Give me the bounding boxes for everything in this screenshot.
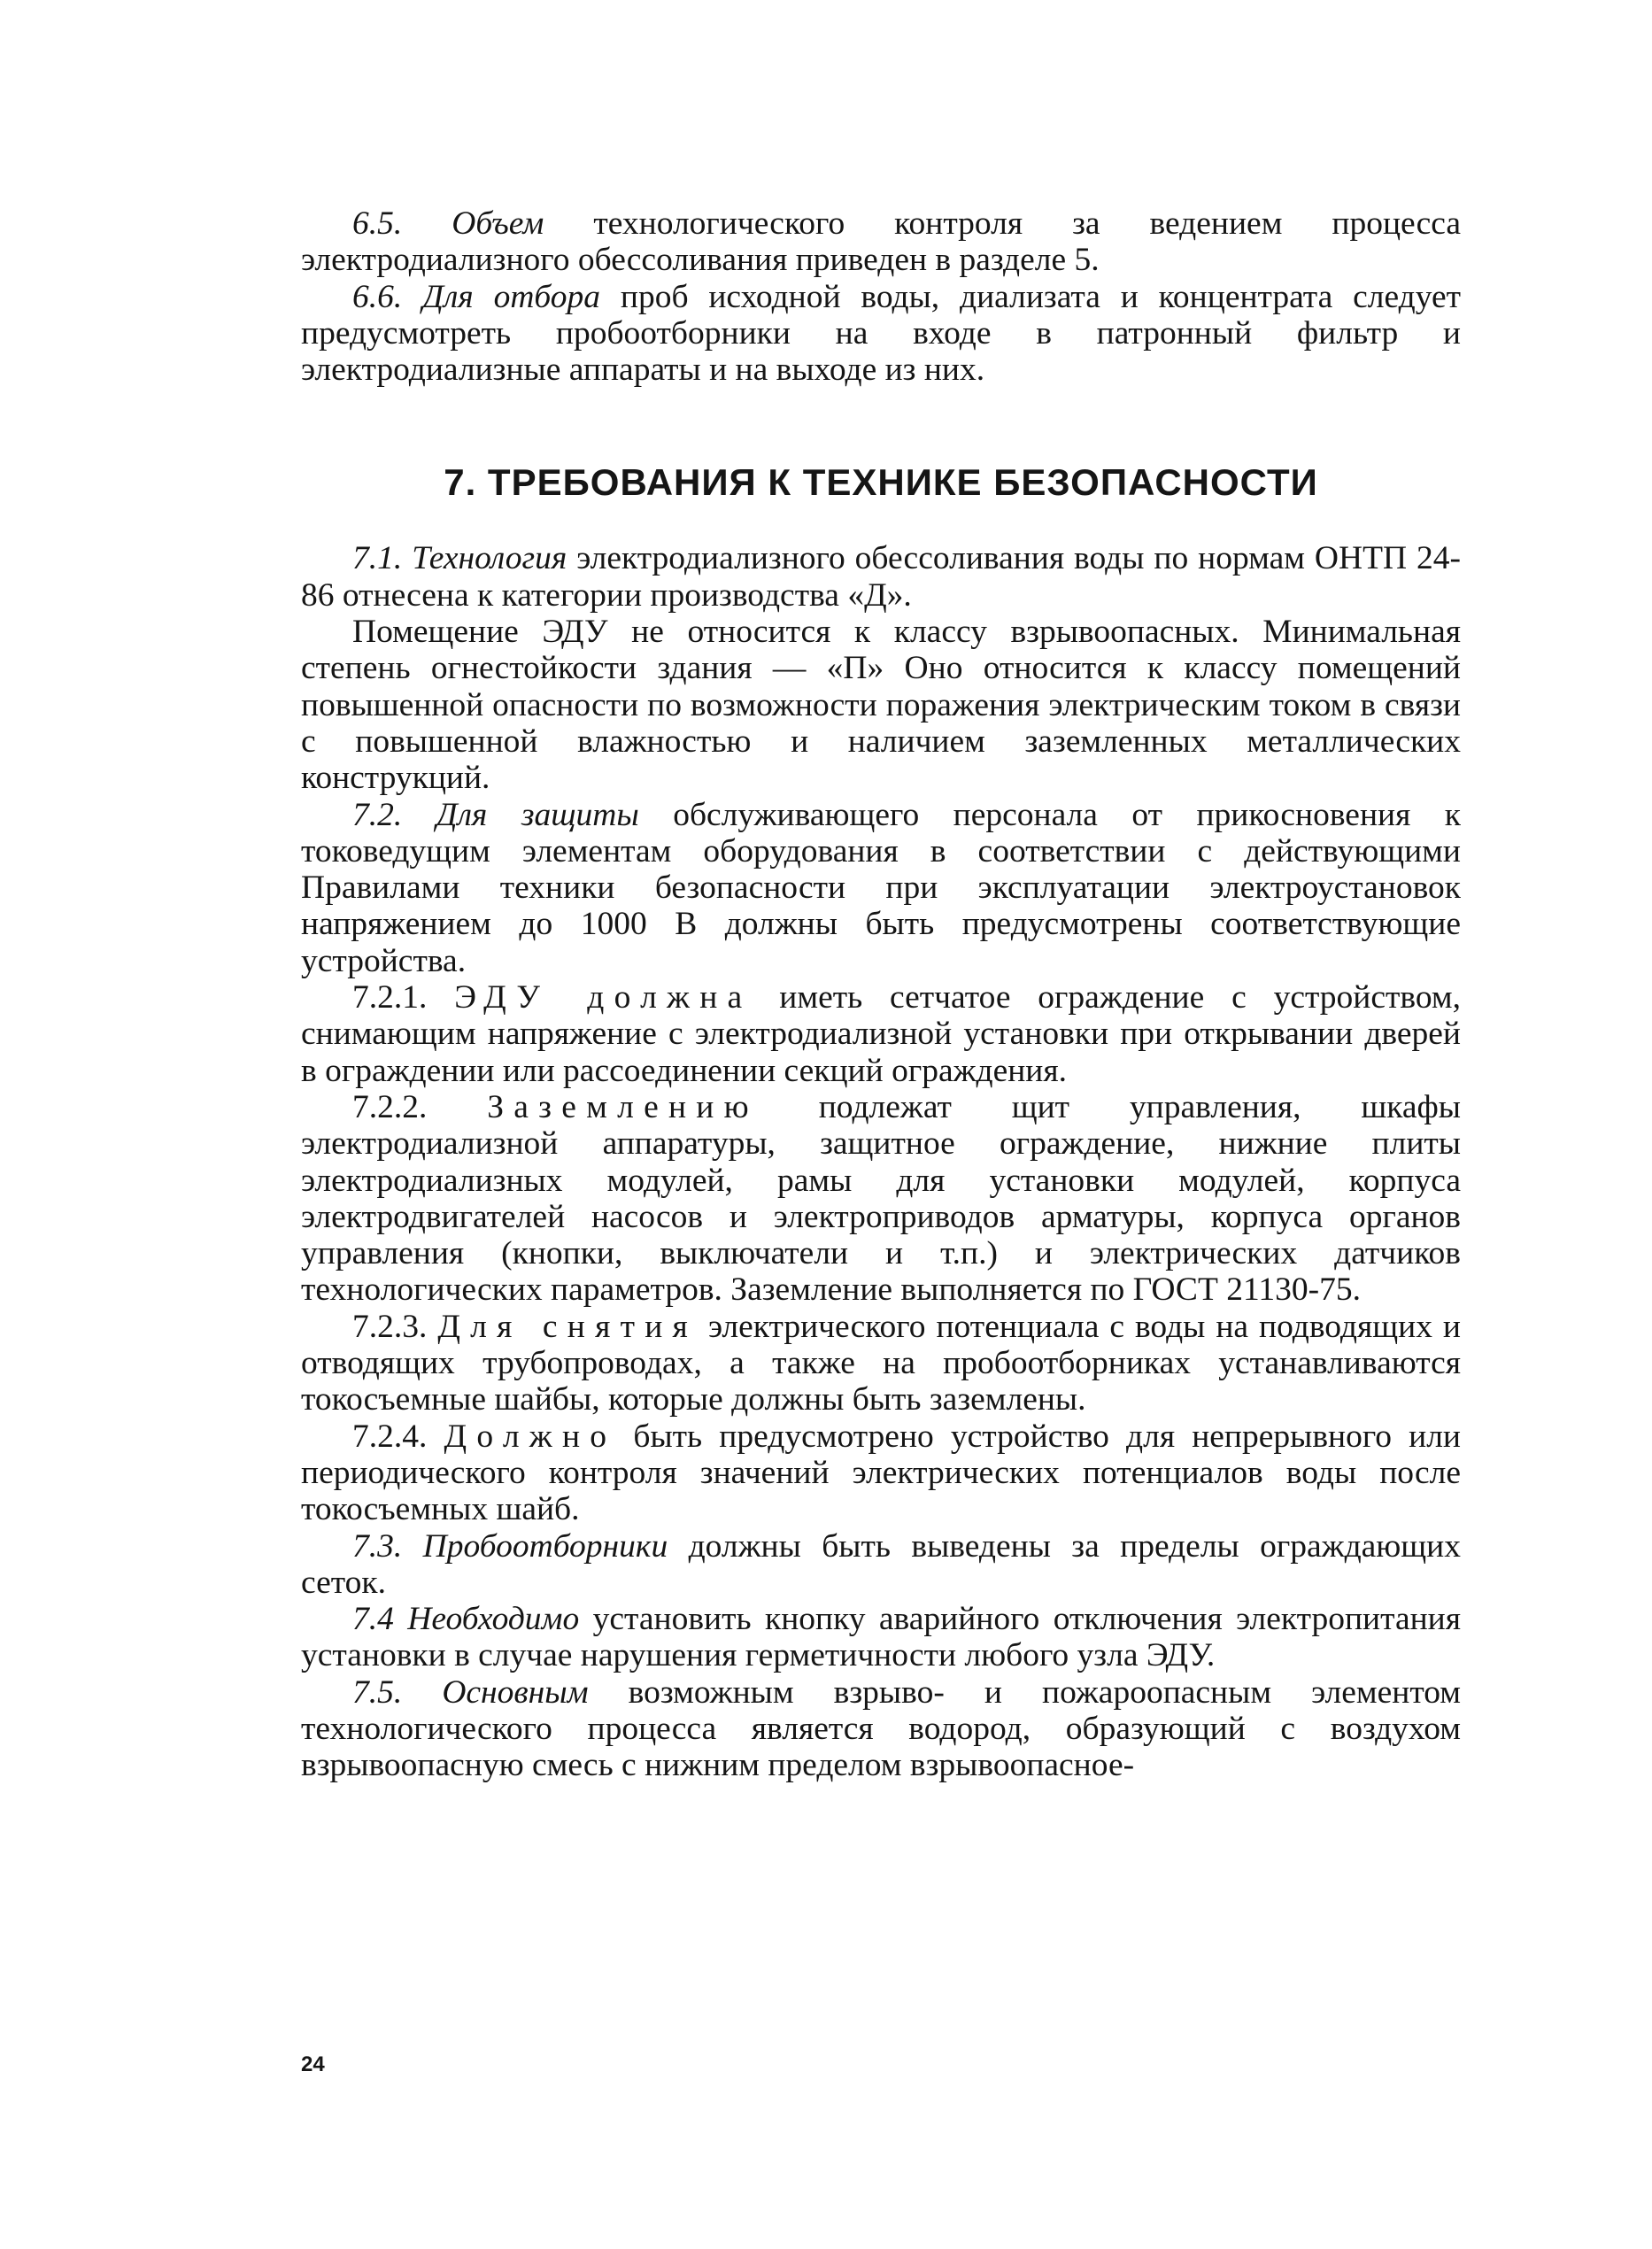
clause-number: 7.1. — [352, 540, 403, 577]
clause-number: 7.3. — [352, 1527, 403, 1565]
body-text — [301, 205, 1461, 1784]
spaced-lead-phrase: Должно — [444, 1418, 617, 1455]
lead-phrase: Объем — [452, 205, 544, 242]
clause-number: 6.6. — [352, 278, 403, 315]
paragraph-7-3 — [301, 1528, 1461, 1602]
lead-phrase: Необходимо — [407, 1601, 580, 1638]
spaced-lead-phrase: ЭДУ должна — [454, 979, 753, 1016]
paragraph-text: возможным взрыво- и пожароопасным элементом технологического процесса является водород, образующий с воздухом взрывоопасную смесь с нижним пределом взрывоопасное- — [301, 1673, 1461, 1784]
clause-number: 7.2. — [352, 796, 403, 833]
spaced-lead-phrase: Для снятия — [437, 1308, 699, 1345]
lead-phrase: Для защиты — [436, 796, 639, 833]
lead-phrase: Для отбора — [422, 278, 601, 315]
clause-number: 7.2.4. — [352, 1418, 428, 1455]
page-number: 24 — [301, 2052, 325, 2076]
clause-number: 7.4 — [352, 1601, 394, 1638]
paragraph-6-6 — [301, 279, 1461, 389]
paragraph-text: Помещение ЭДУ не относится к классу взрывоопасных. Минимальная степень огнестойкости здания — «П» Оно относится к классу помещений повышенной опасности по возможности поражения электрическим током в связи с повышенной влажностью и наличием заземленных металлических конструкций. — [301, 614, 1461, 797]
paragraph-7-2-1 — [301, 979, 1461, 1089]
spaced-lead-phrase: Заземлению — [487, 1088, 759, 1125]
clause-number: 7.2.3. — [352, 1308, 428, 1345]
paragraph-text: иметь сетчатое ограждение с устройством, снимающим напряжение с электродиализной установки при открывании дверей в ограждении или рассоединении секций ограждения. — [301, 979, 1461, 1089]
clause-number: 7.2.1. — [352, 979, 428, 1016]
section-heading: 7. ТРЕБОВАНИЯ К ТЕХНИКЕ БЕЗОПАСНОСТИ — [444, 461, 1318, 504]
paragraph-7-2 — [301, 797, 1461, 979]
paragraph-7-2-4 — [301, 1418, 1461, 1528]
paragraph-7-2-2 — [301, 1089, 1461, 1309]
lead-phrase: Технология — [412, 540, 567, 577]
paragraph-6-5 — [301, 205, 1461, 279]
paragraph-7-4 — [301, 1601, 1461, 1674]
paragraph-text: быть предусмотрено устройство для непрерывного или периодического контроля значений электрических потенциалов воды после токосъемных шайб. — [301, 1418, 1462, 1528]
lead-phrase: Основным — [442, 1673, 589, 1711]
paragraph-7-1 — [301, 540, 1461, 614]
paragraph-text: электрического потенциала с воды на подводящих и отводящих трубопроводах, а также на пробоотборниках устанавливаются токосъемные шайбы, которые должны быть заземлены. — [301, 1308, 1461, 1418]
paragraph-text: технологического контроля за ведением процесса электродиализного обессоливания приведен в разделе 5. — [301, 205, 1462, 279]
paragraph-text: подлежат щит управления, шкафы электродиализной аппаратуры, защитное ограждение, нижние плиты электродиализных модулей, рамы для установки модулей, корпуса электродвигателей насосов и электроприводов арматуры, корпуса органов управления (кнопки, выключатели и т.п.) и электрических датчиков технологических параметров. Заземление выполняется по ГОСТ 21130-75. — [301, 1088, 1461, 1309]
paragraph-text: электродиализного обессоливания воды по нормам ОНТП 24-86 отнесена к категории производства «Д». — [301, 540, 1461, 614]
lead-phrase: Пробоотборники — [422, 1527, 668, 1565]
paragraph-text: должны быть выведены за пределы ограждающих сеток. — [301, 1527, 1461, 1601]
paragraph-7-2-3 — [301, 1309, 1461, 1418]
clause-number: 7.5. — [352, 1673, 403, 1711]
clause-number: 6.5. — [352, 205, 403, 242]
paragraph-text: обслуживающего персонала от прикосновения к токоведущим элементам оборудования в соответствии с действующими Правилами техники безопасности при эксплуатации электроустановок напряжением до 1000 В должны быть предусмотрены соответствующие устройства. — [301, 796, 1462, 979]
paragraph-text: установить кнопку аварийного отключения электропитания установки в случае нарушения герметичности любого узла ЭДУ. — [301, 1601, 1461, 1674]
paragraph-7-5 — [301, 1674, 1461, 1784]
paragraph-7-1-continued — [301, 614, 1461, 796]
clause-number: 7.2.2. — [352, 1088, 428, 1125]
paragraph-text: проб исходной воды, диализата и концентрата следует предусмотреть пробоотборники на входе в патронный фильтр и электродиализные аппараты и на выходе из них. — [301, 278, 1462, 389]
